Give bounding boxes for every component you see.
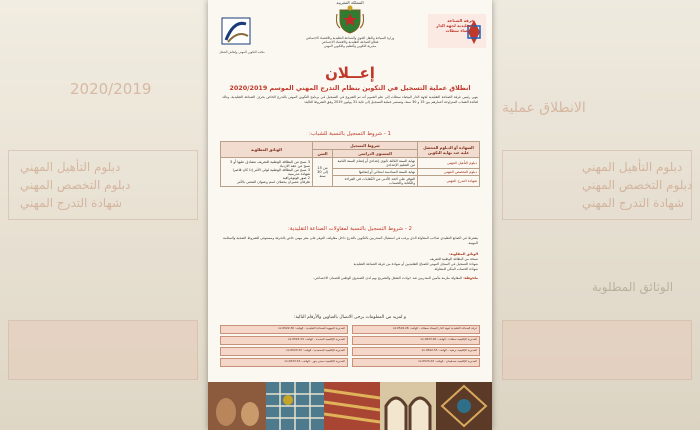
background-left-blur: [0, 0, 208, 430]
ghost-text: الوثائق المطلوبة: [592, 280, 674, 294]
ghost-text: دبلوم التأهيل المهني: [582, 160, 683, 174]
section2-docs: الوثائق المطلوبة: نسخة من البطاقة الوطنية للتعريف شهادة التسجيل في السجل المهني للصناع التقليديين أو شهادة من غرفة الصناعة التقليدية شهادة الحساب البنكي للمقاولة: [353, 252, 478, 271]
level-header: المستوى الدراسي: [333, 150, 418, 158]
contacts-heading: و لمزيد من المعلومات يرجى الاتصال بالعناوين والأرقام التالية:: [293, 315, 407, 320]
diploma-header: الشهادة أو الدبلوم المحصل عليه عند نهاية التكوين: [418, 142, 480, 158]
registration-conditions-table: [220, 141, 480, 187]
background-right-blur: [492, 0, 700, 430]
pottery-photo-icon: [208, 382, 266, 430]
contact-item: المديرية الإقليمية سطات - الهاتف: 0523.40.xx: [352, 336, 480, 345]
contact-item: المديرية الإقليمية برشيد - الهاتف: 0522.53.xx: [352, 347, 480, 356]
section2-heading: 2 - شروط التسجيل بالنسبة لمقاولات الصناعة التقليدية:: [288, 226, 412, 232]
contact-item: المديرية الإقليمية المحمدية - الهاتف: 0523.32.xx: [220, 347, 348, 356]
documents-header: الوثائق المطلوبة: [221, 142, 313, 158]
ghost-text: الانطلاق عملية: [502, 100, 586, 116]
contact-item: المديرية الإقليمية بنسليمان - الهاتف: 0523.29.xx: [352, 358, 480, 367]
right-logo-caption: غرفة الصناعة التقليدية لجهة الدار البيضاء سطات: [436, 18, 474, 33]
ministry-lines: وزارة السياحة والنقل الجوي والصناعة التقليدية والاقتصاد الاجتماعي قطاع الصناعة التقليدية والاقتصاد الاجتماعي مديرية التكوين والتعليم والتكوين المهني: [305, 36, 395, 48]
age-value: من 15 إلى 30 سنة: [313, 158, 333, 187]
craft-photos-strip: [208, 382, 492, 430]
ghost-text: دبلوم التأهيل المهني: [20, 160, 121, 174]
arches-photo-icon: [380, 382, 436, 430]
ghost-text: دبلوم التخصص المهني: [582, 178, 693, 192]
section1-heading: 1 - شروط التسجيل بالنسبة للشباب:: [309, 131, 391, 137]
contact-item: المديرية الجهوية للصناعة التقليدية - الهاتف: 0522.30.xx: [220, 325, 348, 334]
contact-item: المديرية الإقليمية الجديدة - الهاتف: 0523.34.xx: [220, 336, 348, 345]
left-logo-caption: مكتب التكوين المهني وإنعاش الشغل: [219, 50, 265, 54]
ghost-text: دبلوم التخصص المهني: [20, 178, 131, 192]
moroccan-coat-of-arms-icon: [336, 4, 364, 34]
ofppt-logo-icon: [216, 16, 256, 50]
section2-text: يشترط في الصانع التقليدي صاحب المقاولة الذي يرغب في استقبال المتدربين بالتكوين بالتدرج داخل مقاولته، التوفر على مقر مهني خاص بالحرفة ومستوفي للشروط الصحية والسلامة المهنية.: [223, 236, 478, 245]
ghost-text: شهادة التدرج المهني: [20, 196, 123, 210]
ghost-text: شهادة التدرج المهني: [582, 196, 685, 210]
announcement-subtitle: انطلاق عملية التسجيل في التكوين بنظام التدرج المهني الموسم 2020/2019: [229, 84, 471, 92]
age-header: السن: [313, 150, 333, 158]
documents-list: 3 نسخ من البطاقة الوطنية للتعريف مصادق عليها أو 3 نسخ من عقد الازدياد 3 نسخ من البطاقة الوطنية لولي الأمر إذا كان قاصرا شهادة مدرسية 2 صور فوتوغرافية ظرفان متنبران يحملان اسم وعنوان المعني بالأمر: [221, 158, 313, 187]
contact-item: غرفة الصناعة التقليدية لجهة الدار البيضاء سطات - الهاتف: 0522.26.xx: [352, 325, 480, 334]
table-row: دبلوم التخصص المهني نهاية السنة السادسة ابتدائي أو إتمامها: [221, 169, 480, 176]
document-header: [208, 0, 492, 62]
tiles-photo-icon: [266, 382, 324, 430]
announcement-title: إعــلان: [325, 64, 375, 82]
table-row: شهادة التدرج المهني التوفر على الحد الأدنى من الكفايات في القراءة والكتابة والحساب: [221, 176, 480, 187]
conditions-header: شروط التسجيل: [313, 142, 418, 150]
contacts-grid: [220, 325, 480, 380]
weaving-photo-icon: [324, 382, 380, 430]
announcement-document: [208, 0, 492, 430]
ghost-text: 2020/2019: [70, 80, 152, 98]
section2-notice: ملحوظة: المقاولة ملزمة بتأمين المتدربين ضد حوادث الشغل والتصريح بهم لدى الصندوق الوطني للضمان الاجتماعي.: [313, 276, 478, 280]
announcement-intro: ينهي رئيس غرفة الصناعة التقليدية لجهة الدار البيضاء سطات إلى علم العموم أنه تم الشروع في التسجيل في برنامج التكوين المهني بالتدرج الخاص بحرف الصناعة التقليدية، وذلك لفائدة الشباب المتراوحة أعمارهم بين 15 و 30 سنة، وتستمر عملية التسجيل إلى غاية 31 يوليوز 2019 وفق الشروط التالية:: [222, 95, 478, 104]
contact-item: المديرية الإقليمية سيدي بنور - الهاتف: 0523.34.xx: [220, 358, 348, 367]
woodwork-photo-icon: [436, 382, 492, 430]
kingdom-label: المملكة المغربية: [336, 0, 364, 5]
table-row: دبلوم التأهيل المهني نهاية السنة الثالثة ثانوي إعدادي أو إتمام السنة الثانية من التعليم الإعدادي من 15 إلى 30 سنة 3 نسخ من البطاقة الوطنية للتعريف مصادق عليها أو 3 نسخ من عقد الازدياد 3 نسخ من البطاقة الوطنية لولي الأمر إذا كان قاصرا شهادة مدرسية 2 صور فوتوغرافية ظرفان متنبران يحملان اسم وعنوان المعني بالأمر: [221, 158, 480, 169]
